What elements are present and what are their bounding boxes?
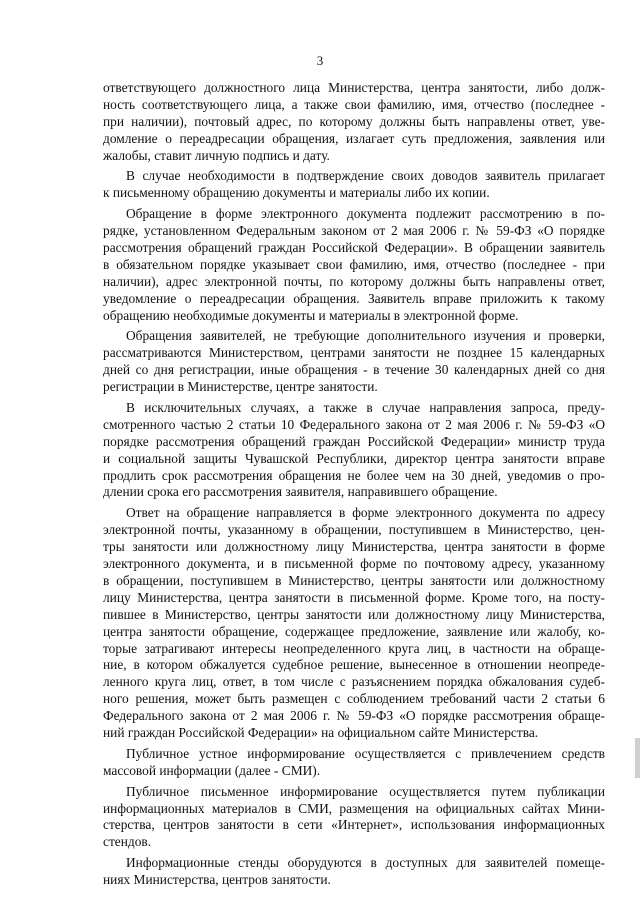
paragraph bbox=[103, 784, 605, 852]
text-line: продлить срок рассмотрения обращения не более чем на 30 дней, уведомив о про- bbox=[103, 467, 605, 483]
text-line: пившее в Министерство, центры занятости или должностному лицу Министерства, bbox=[103, 606, 605, 622]
document-body bbox=[103, 80, 605, 893]
text-line: ниях Министерства, центров занятости. bbox=[103, 872, 331, 888]
text-line: ний граждан Российской Федерации» на официальном сайте Министерства. bbox=[103, 724, 539, 740]
text-line: дней со дня регистрации, иные обращения - в течение 30 календарных дней со дня bbox=[103, 362, 605, 378]
scan-edge-shadow bbox=[635, 738, 640, 778]
text-line: Федерального закона от 2 мая 2006 г. № 59-ФЗ «О порядке рассмотрения обраще- bbox=[103, 708, 605, 724]
text-line: торые затрагивают интересы неопределенного круга лиц, в частности на обраще- bbox=[103, 640, 605, 656]
paragraph bbox=[103, 206, 605, 324]
paragraph bbox=[103, 855, 605, 889]
text-line: центра занятости обращение, содержащее предложение, заявление или жалобу, ко- bbox=[103, 623, 605, 639]
text-line: смотренного частью 2 статьи 10 Федерального закона от 2 мая 2006 г. № 59-ФЗ «О bbox=[103, 416, 605, 432]
text-line: жалобы, ставит личную подпись и дату. bbox=[103, 147, 330, 163]
paragraph bbox=[103, 746, 605, 780]
text-line: В случае необходимости в подтверждение своих доводов заявитель прилагает bbox=[126, 168, 605, 184]
text-line: ние, в котором обжалуется судебное решение, вынесенное в отношении неопреде- bbox=[103, 657, 605, 673]
paragraph bbox=[103, 400, 605, 501]
paragraph bbox=[103, 505, 605, 741]
text-line: электронной почты, указанному в обращении, поступившем в Министерство, цен- bbox=[103, 522, 605, 538]
text-line: Ответ на обращение направляется в форме электронного документа по адресу bbox=[126, 505, 605, 521]
text-line: в обязательном порядке указывает свои фамилию, имя, отчество (последнее - при bbox=[103, 256, 605, 272]
text-line: и социальной защиты Чувашской Республики, директор центра занятости вправе bbox=[103, 450, 605, 466]
text-line: длении срока его рассмотрения заявителя, направившего обращение. bbox=[103, 484, 498, 500]
text-line: рассмотрения обращений граждан Российской Федерации». В обращении заявитель bbox=[103, 240, 605, 256]
text-line: рассматриваются Министерством, центрами занятости не позднее 15 календарных bbox=[103, 345, 605, 361]
text-line: стерства, центров занятости в сети «Интернет», использования информационных bbox=[103, 817, 605, 833]
text-line: ного решения, может быть размещен с соблюдением требований части 2 статьи 6 bbox=[103, 691, 605, 707]
text-line: В исключительных случаях, а также в случае направления запроса, преду- bbox=[126, 400, 605, 416]
text-line: наличии), адрес электронной почты, по которому должны быть направлены ответ, bbox=[103, 273, 605, 289]
text-line: ленного круга лиц, ответ, в том числе с разъяснением порядка обжалования судеб- bbox=[103, 674, 605, 690]
text-line: домление о переадресации обращения, излагает суть предложения, заявления или bbox=[103, 130, 605, 146]
text-line: лицу Министерства, центра занятости в письменной форме. Кроме того, на посту- bbox=[103, 589, 605, 605]
text-line: ответствующего должностного лица Министерства, центра занятости, либо долж- bbox=[103, 80, 605, 95]
text-line: при наличии), почтовый адрес, по которому должны быть направлены ответ, уве- bbox=[103, 113, 605, 129]
text-line: информационных материалов в СМИ, размещения на официальных сайтах Мини- bbox=[103, 800, 605, 816]
text-line: Публичное устное информирование осуществляется с привлечением средств bbox=[126, 745, 605, 761]
text-line: рядке, установленном Федеральным законом от 2 мая 2006 г. № 59-ФЗ «О порядке bbox=[103, 223, 605, 239]
text-line: ность соответствующего лица, а также свои фамилию, имя, отчество (последнее - bbox=[103, 96, 605, 112]
text-line: к письменному обращению документы и материалы либо их копии. bbox=[103, 185, 490, 201]
text-line: уведомление о переадресации обращения. Заявитель вправе приложить к такому bbox=[103, 290, 605, 306]
text-line: массовой информации (далее - СМИ). bbox=[103, 762, 321, 778]
text-line: в обращении, поступившем в Министерство, центры занятости или должностному bbox=[103, 572, 605, 588]
paragraph bbox=[103, 168, 605, 202]
text-line: Обращение в форме электронного документа подлежит рассмотрению в по- bbox=[126, 206, 605, 222]
text-line: электронного документа, и в письменной форме по почтовому адресу, указанному bbox=[103, 556, 605, 572]
text-line: регистрации в Министерстве, центре занятости. bbox=[103, 379, 378, 395]
text-line: Обращения заявителей, не требующие дополнительного изучения и проверки, bbox=[126, 328, 605, 344]
text-line: тры занятости или должностному лицу Министерства, центра занятости в форме bbox=[103, 539, 605, 555]
page-number: 3 bbox=[316, 53, 324, 68]
text-line: обращению необходимые документы и материалы в электронной форме. bbox=[103, 307, 519, 323]
text-line: Информационные стенды оборудуются в доступных для заявителей помеще- bbox=[126, 855, 605, 871]
text-line: порядке рассмотрения обращений граждан Российской Федерации» министр труда bbox=[103, 433, 605, 449]
paragraph bbox=[103, 80, 605, 164]
text-line: стендов. bbox=[103, 834, 152, 850]
text-line: Публичное письменное информирование осуществляется путем публикации bbox=[126, 783, 605, 799]
paragraph bbox=[103, 328, 605, 396]
